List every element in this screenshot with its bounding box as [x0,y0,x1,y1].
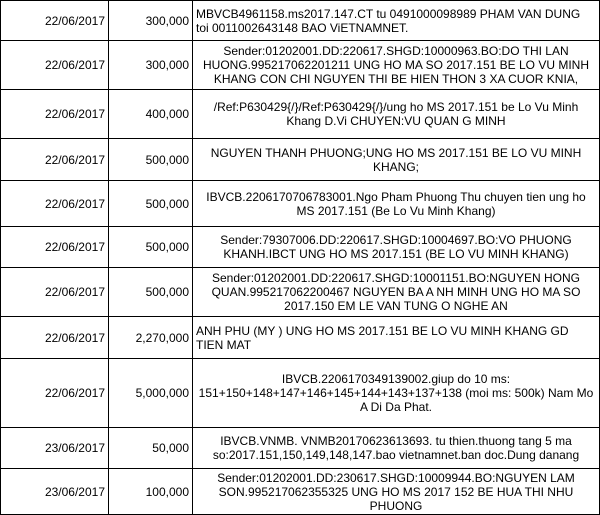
table-row [1,139,600,181]
table-row [1,1,600,41]
table-row [1,90,600,139]
description-cell: IBVCB.2206170706783001.Ngo Pham Phuong Thu chuyen tien ung ho MS 2017.151 (Be Lo Vu Minh Khang) [193,181,600,227]
description-cell: /Ref:P630429{/}/Ref:P630429{/}/ung ho MS 2017.151 be Lo Vu Minh Khang D.Vi CHUYEN:VU QUAN G MINH [193,90,600,139]
description-cell: NGUYEN THANH PHUONG;UNG HO MS 2017.151 BE LO VU MINH KHANG; [193,139,600,181]
table-row [1,428,600,469]
date-cell: 22/06/2017 [1,227,109,268]
date-cell: 23/06/2017 [1,428,109,469]
table-row [1,41,600,90]
amount-cell: 500,000 [109,181,193,227]
description-cell: MBVCB4961158.ms2017.147.CT tu 0491000098989 PHAM VAN DUNG toi 0011002643148 BAO ViETNAMNET. [193,1,600,41]
table-row [1,317,600,359]
date-cell: 22/06/2017 [1,359,109,428]
table-row [1,227,600,268]
description-cell: Sender:01202001.DD:220617.SHGD:10001151.BO:NGUYEN HONG QUAN.995217062200467 NGUYEN BA A NH MINH UNG HO MA SO 2017.150 EM LE VAN TUNG O NGHE AN [193,268,600,317]
donation-table-body [1,1,600,515]
description-cell: IBVCB.VNMB. VNMB20170623613693. tu thien.thuong tang 5 ma so:2017.151,150,149,148,147.bao vietnamnet.ban doc.Dung danang [193,428,600,469]
description-cell: Sender:79307006.DD:220617.SHGD:10004697.BO:VO PHUONG KHANH.IBCT UNG HO MS 2017.151 (BE LO VU MINH KHANG) [193,227,600,268]
amount-cell: 300,000 [109,41,193,90]
description-cell: IBVCB.2206170349139002.giup do 10 ms: 151+150+148+147+146+145+144+143+137+138 (moi ms: 500k) Nam Mo A Di Da Phat. [193,359,600,428]
amount-cell: 500,000 [109,227,193,268]
description-cell: Sender:01202001.DD:230617.SHGD:10009944.BO:NGUYEN LAM SON.995217062355325 UNG HO MS 2017 152 BE HUA THI NHU PHUONG [193,469,600,515]
date-cell: 22/06/2017 [1,41,109,90]
amount-cell: 500,000 [109,268,193,317]
amount-cell: 400,000 [109,90,193,139]
table-row [1,181,600,227]
amount-cell: 2,270,000 [109,317,193,359]
amount-cell: 5,000,000 [109,359,193,428]
amount-cell: 50,000 [109,428,193,469]
date-cell: 22/06/2017 [1,1,109,41]
description-cell: ANH PHU (MY ) UNG HO MS 2017.151 BE LO VU MINH KHANG GD TIEN MAT [193,317,600,359]
date-cell: 23/06/2017 [1,469,109,515]
date-cell: 22/06/2017 [1,181,109,227]
amount-cell: 500,000 [109,139,193,181]
table-row [1,268,600,317]
date-cell: 22/06/2017 [1,317,109,359]
table-row [1,359,600,428]
date-cell: 22/06/2017 [1,268,109,317]
table-row [1,469,600,515]
description-cell: Sender:01202001.DD:220617.SHGD:10000963.BO:DO THI LAN HUONG.995217062201211 UNG HO MA SO 2017.151 BE LO VU MINH KHANG CON CHI NGUYEN THI BE HIEN THON 3 XA CUOR KNIA, [193,41,600,90]
amount-cell: 100,000 [109,469,193,515]
date-cell: 22/06/2017 [1,139,109,181]
amount-cell: 300,000 [109,1,193,41]
date-cell: 22/06/2017 [1,90,109,139]
